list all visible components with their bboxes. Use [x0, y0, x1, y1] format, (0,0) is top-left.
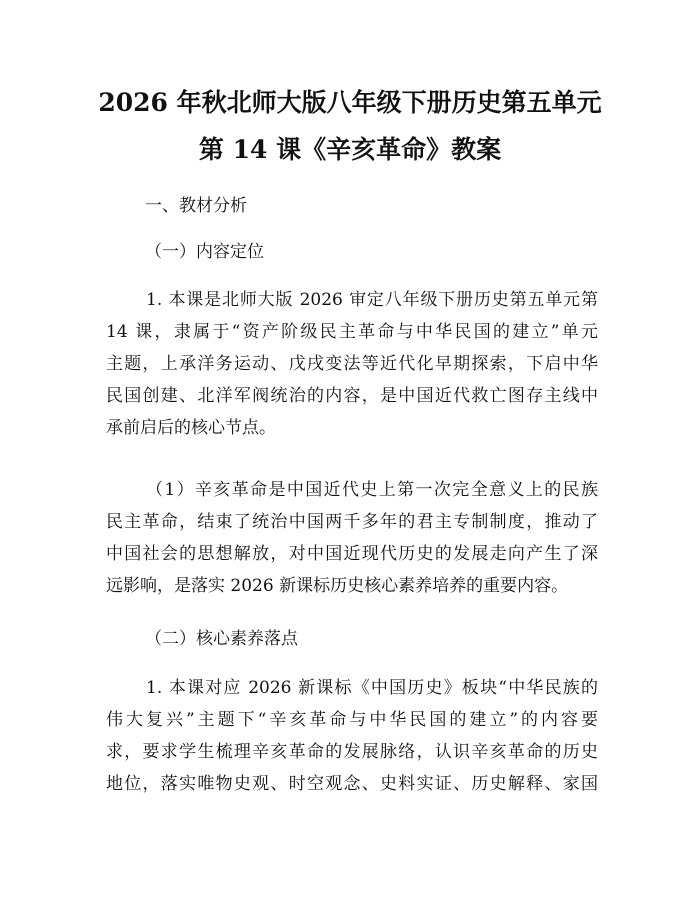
paragraph-line: 地位，落实唯物史观、时空观念、史料实证、历史解释、家国	[106, 774, 598, 794]
paragraph-line: 承前启后的核心节点。	[106, 418, 276, 438]
document-title-line-2: 第 14 课《辛亥革命》教案	[198, 135, 502, 164]
subsection-heading-core-literacy: （二）核心素养落点	[145, 629, 298, 649]
paragraph-line: 1. 本课是北师大版 2026 审定八年级下册历史第五单元第	[146, 290, 598, 310]
subsection-heading-content-positioning: （一）内容定位	[145, 242, 264, 262]
paragraph-line: 求，要求学生梳理辛亥革命的发展脉络，认识辛亥革命的历史	[106, 742, 598, 762]
paragraph-line: 14 课，隶属于“资产阶级民主革命与中华民国的建立”单元	[106, 322, 598, 342]
paragraph-revolution-significance	[106, 474, 598, 602]
paragraph-line: 中国社会的思想解放，对中国近现代历史的发展走向产生了深	[106, 544, 598, 564]
paragraph-line: 主题，上承洋务运动、戊戌变法等近代化早期探索，下启中华	[106, 354, 598, 374]
document-title-line-1: 2026 年秋北师大版八年级下册历史第五单元	[98, 88, 602, 117]
paragraph-line: 民主革命，结束了统治中国两千多年的君主专制制度，推动了	[106, 512, 598, 532]
paragraph-line: 民国创建、北洋军阀统治的内容，是中国近代救亡图存主线中	[106, 386, 598, 406]
paragraph-core-literacy	[106, 672, 598, 800]
paragraph-line: 远影响，是落实 2026 新课标历史核心素养培养的重要内容。	[106, 576, 569, 596]
paragraph-line: 伟大复兴”主题下“辛亥革命与中华民国的建立”的内容要	[106, 710, 598, 730]
paragraph-line: （1）辛亥革命是中国近代史上第一次完全意义上的民族	[146, 480, 598, 500]
paragraph-line: 1. 本课对应 2026 新课标《中国历史》板块“中华民族的	[146, 678, 598, 698]
paragraph-content-positioning	[106, 284, 598, 444]
section-heading-teaching-material-analysis: 一、教材分析	[145, 196, 247, 216]
